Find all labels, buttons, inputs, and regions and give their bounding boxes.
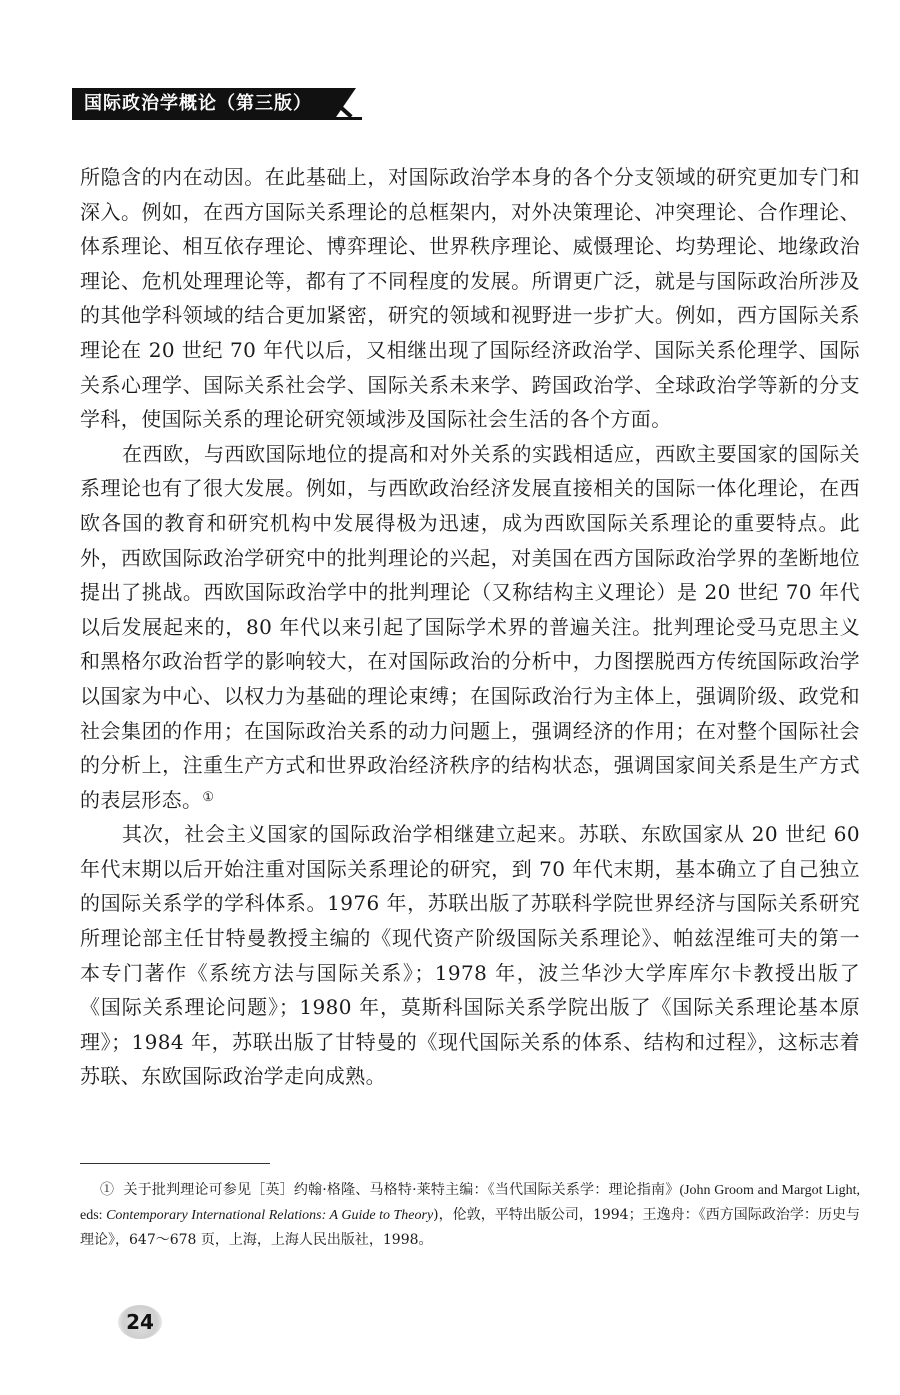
paragraph-3: 其次，社会主义国家的国际政治学相继建立起来。苏联、东欧国家从 20 世纪 60 年代末期以后开始注重对国际关系理论的研究，到 70 年代末期，基本确立了自己独立的国际关系学的学科体系。1976 年，苏联出版了苏联科学院世界经济与国际关系研究所理论部主任甘特曼教授主编的《现代资产阶级国际关系理论》、帕兹涅维可夫的第一本专门著作《系统方法与国际关系》；1978 年，波兰华沙大学库库尔卡教授出版了《国际关系理论问题》；1980 年，莫斯科国际关系学院出版了《国际关系理论基本原理》；1984 年，苏联出版了甘特曼的《现代国际关系的体系、结构和过程》，这标志着苏联、东欧国际政治学走向成熟。 bbox=[80, 822, 860, 1089]
paragraph-2 bbox=[80, 437, 860, 818]
footnote-part-1: 关于批判理论可参见［英］约翰·格隆、马格特·莱特主编：《当代国际关系学：理论指南》 bbox=[123, 1182, 680, 1198]
header-rule bbox=[72, 117, 362, 120]
body-text bbox=[80, 160, 860, 1094]
footnote-book-title: Contemporary International Relations: A Guide to Theory bbox=[106, 1208, 434, 1223]
footnote-part-4: )，伦敦，平特出版公司，1994；王逸舟：《西方国际政治学：历史与理论》，647～678 页，上海，上海人民出版社，1998。 bbox=[80, 1207, 860, 1248]
page-number: 24 bbox=[118, 1305, 162, 1339]
footnote bbox=[80, 1178, 860, 1252]
running-header bbox=[72, 88, 362, 120]
paragraph-1: 所隐含的内在动因。在此基础上，对国际政治学本身的各个分支领域的研究更加专门和深入。例如，在西方国际关系理论的总框架内，对外决策理论、冲突理论、合作理论、体系理论、相互依存理论、博弈理论、世界秩序理论、威慑理论、均势理论、地缘政治理论、危机处理理论等，都有了不同程度的发展。所谓更广泛，就是与国际政治所涉及的其他学科领域的结合更加紧密，研究的领域和视野进一步扩大。例如，西方国际关系理论在 20 世纪 70 年代以后，又相继出现了国际经济政治学、国际关系伦理学、国际关系心理学、国际关系社会学、国际关系未来学、跨国政治学、全球政治学等新的分支学科，使国际关系的理论研究领域涉及国际社会生活的各个方面。 bbox=[80, 165, 860, 432]
footnote-mark: ① bbox=[100, 1182, 115, 1198]
footnote-part-2: (John Groom and Margot Light, eds: bbox=[80, 1183, 861, 1223]
paragraph-2-text: 在西欧，与西欧国际地位的提高和对外关系的实践相适应，西欧主要国家的国际关系理论也有了很大发展。例如，与西欧政治经济发展直接相关的国际一体化理论，在西欧各国的教育和研究机构中发展得极为迅速，成为西欧国际关系理论的重要特点。此外，西欧国际政治学研究中的批判理论的兴起，对美国在西方国际政治学界的垄断地位提出了挑战。西欧国际政治学中的批判理论（又称结构主义理论）是 20 世纪 70 年代以后发展起来的，80 年代以来引起了国际学术界的普遍关注。批判理论受马克思主义和黑格尔政治哲学的影响较大，在对国际政治的分析中，力图摆脱西方传统国际政治学以国家为中心、以权力为基础的理论束缚；在国际政治行为主体上，强调阶级、政党和社会集团的作用；在国际政治关系的动力问题上，强调经济的作用；在对整个国际社会的分析上，注重生产方式和世界政治经济秩序的结构状态，强调国家间关系是生产方式的表层形态。 bbox=[80, 441, 860, 812]
footnote-text bbox=[80, 1178, 860, 1252]
header-title: 国际政治学概论（第三版） bbox=[72, 88, 334, 120]
footnote-rule bbox=[80, 1163, 270, 1164]
footnote-reference[interactable]: ① bbox=[202, 789, 215, 805]
